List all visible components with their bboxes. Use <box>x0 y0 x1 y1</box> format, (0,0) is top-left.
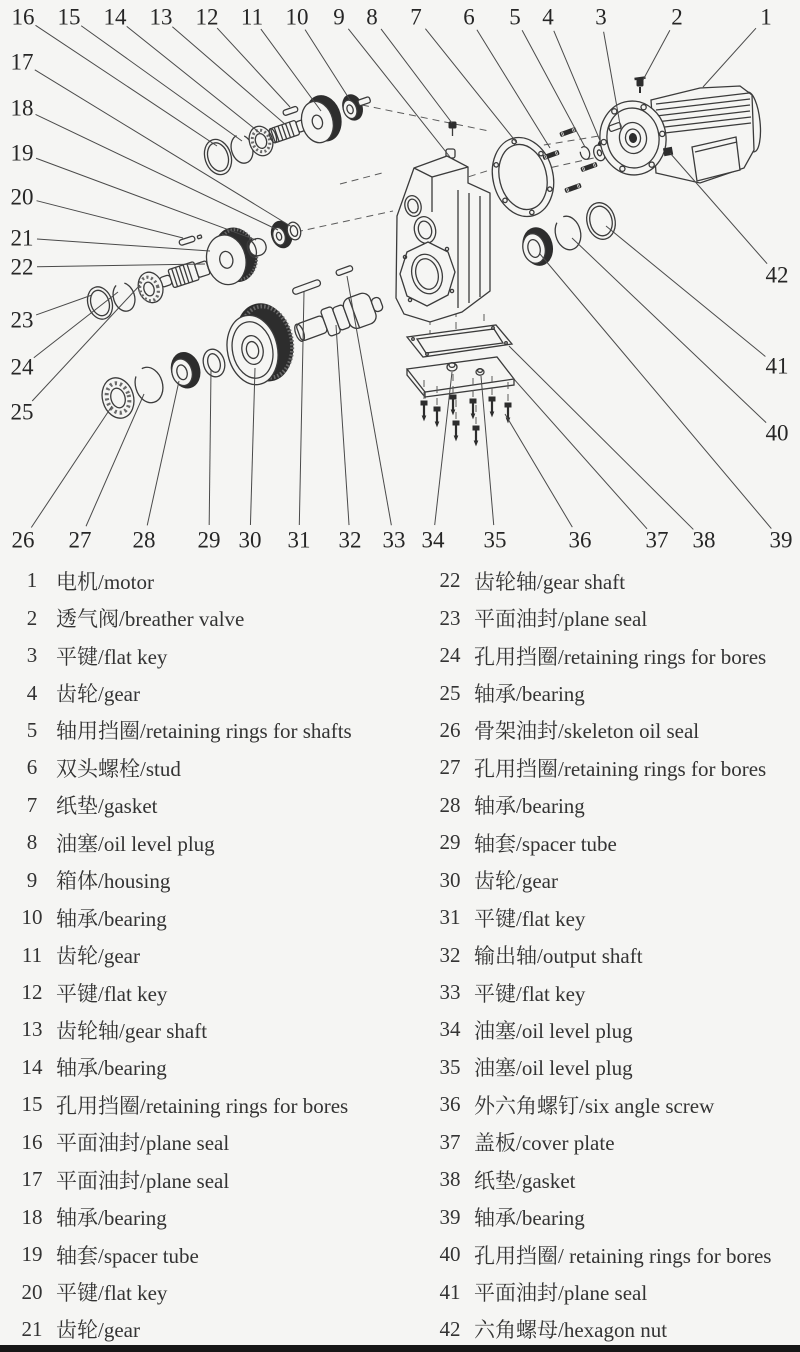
part-number: 18 <box>21 1204 43 1229</box>
leader-line-27 <box>86 394 144 526</box>
part-label: 齿轮/gear <box>56 1318 140 1343</box>
callout-number-27: 27 <box>68 527 92 553</box>
parts-list-item-28 <box>432 787 798 824</box>
part-label: 平键/flat key <box>474 981 586 1006</box>
leader-line-10 <box>305 30 350 100</box>
part-number: 36 <box>439 1092 461 1117</box>
part-label: 平面油封/plane seal <box>474 607 648 632</box>
part-number: 8 <box>26 830 38 855</box>
part-number: 9 <box>26 867 38 892</box>
callout-number-35: 35 <box>483 527 507 553</box>
part-label: 平面油封/plane seal <box>474 1281 648 1306</box>
callout-number-30: 30 <box>238 527 262 553</box>
parts-list-item-25 <box>432 674 798 711</box>
parts-list-item-3 <box>14 637 410 674</box>
retaining-ring-40-drawing <box>552 213 584 252</box>
bottom-gasket-drawing <box>407 325 512 357</box>
callout-number-16: 16 <box>11 4 35 30</box>
callout-number-12: 12 <box>195 4 219 30</box>
parts-list-item-15 <box>14 1086 410 1123</box>
oil-plug-34-drawing <box>447 363 457 371</box>
part-number: 35 <box>439 1054 461 1079</box>
oil-level-plug-drawing <box>449 122 456 136</box>
leader-line-40 <box>572 238 766 423</box>
breather-valve-drawing <box>635 78 646 94</box>
part-number: 27 <box>439 755 461 780</box>
callout-number-21: 21 <box>10 225 34 251</box>
leader-line-14 <box>127 26 260 133</box>
parts-list-item-5 <box>14 712 410 749</box>
part-number: 25 <box>439 680 461 705</box>
part-label: 盖板/cover plate <box>474 1131 615 1156</box>
parts-list-item-42 <box>432 1311 798 1348</box>
part-label: 平面油封/plane seal <box>56 1168 230 1193</box>
part-label: 齿轮/gear <box>56 944 140 969</box>
gear-21-drawing <box>201 224 262 288</box>
oil-plug-35-drawing <box>476 369 484 376</box>
part-label: 油塞/oil level plug <box>474 1018 633 1043</box>
housing-drawing <box>396 122 490 322</box>
callout-number-36: 36 <box>568 527 592 553</box>
parts-list-item-8 <box>14 824 410 861</box>
part-number: 37 <box>439 1129 461 1154</box>
callout-number-17: 17 <box>10 49 34 75</box>
callout-number-42: 42 <box>765 262 789 288</box>
callout-number-24: 24 <box>10 354 34 380</box>
part-number: 38 <box>439 1167 461 1192</box>
parts-list-item-29 <box>432 824 798 861</box>
part-number: 39 <box>439 1204 461 1229</box>
parts-list-item-17 <box>14 1161 410 1198</box>
part-number: 29 <box>439 830 461 855</box>
parts-list-item-19 <box>14 1236 410 1273</box>
parts-list-item-7 <box>14 787 410 824</box>
parts-list-item-30 <box>432 862 798 899</box>
callout-number-8: 8 <box>366 4 378 30</box>
leader-line-1 <box>703 28 756 87</box>
part-number: 21 <box>21 1316 43 1341</box>
callout-number-22: 22 <box>10 254 34 280</box>
callout-number-1: 1 <box>760 4 772 30</box>
part-number: 3 <box>26 643 38 668</box>
part-label: 轴用挡圈/retaining rings for shafts <box>56 719 352 744</box>
parts-list-item-32 <box>432 936 798 973</box>
part-number: 32 <box>439 942 461 967</box>
parts-list-item-6 <box>14 749 410 786</box>
retaining-ring-27-drawing <box>131 364 167 406</box>
parts-list-item-36 <box>432 1086 798 1123</box>
parts-list-item-41 <box>432 1273 798 1310</box>
parts-list-item-1 <box>14 562 410 599</box>
part-number: 10 <box>21 905 43 930</box>
spacer-tube-29-drawing <box>200 347 228 380</box>
callout-number-34: 34 <box>421 527 445 553</box>
part-number: 42 <box>439 1316 461 1341</box>
parts-list-item-20 <box>14 1273 410 1310</box>
gear-11-drawing <box>296 92 346 147</box>
part-number: 2 <box>26 605 38 630</box>
parts-list-item-39 <box>432 1198 798 1235</box>
part-label: 孔用挡圈/retaining rings for bores <box>56 1093 349 1118</box>
callout-number-29: 29 <box>197 527 221 553</box>
parts-list-item-26 <box>432 712 798 749</box>
part-number: 28 <box>439 792 461 817</box>
part-label: 孔用挡圈/retaining rings for bores <box>474 644 767 669</box>
plane-seal-23-drawing <box>83 284 116 323</box>
callout-number-7: 7 <box>410 4 422 30</box>
part-label: 平键/flat key <box>56 981 168 1006</box>
parts-list-item-18 <box>14 1198 410 1235</box>
callout-number-10: 10 <box>285 4 309 30</box>
callout-number-15: 15 <box>57 4 81 30</box>
part-number: 20 <box>21 1279 43 1304</box>
leader-line-29 <box>209 370 211 525</box>
flat-key-20-drawing <box>179 233 203 245</box>
flat-key-12-drawing <box>282 106 298 116</box>
part-label: 轴承/bearing <box>56 1056 167 1081</box>
motor-drawing <box>595 78 763 184</box>
part-number: 14 <box>21 1054 43 1079</box>
parts-list-left-column <box>14 562 410 1348</box>
bearing-39-drawing <box>519 225 557 269</box>
part-label: 电机/motor <box>56 569 154 594</box>
callout-number-26: 26 <box>11 527 35 553</box>
flat-key-31-drawing <box>292 279 321 295</box>
gasket-ring-drawing <box>484 131 562 223</box>
parts-list-item-11 <box>14 936 410 973</box>
callout-number-13: 13 <box>149 4 173 30</box>
leader-line-4 <box>554 31 601 143</box>
part-label: 外六角螺钉/six angle screw <box>474 1093 715 1118</box>
parts-list <box>0 562 800 1346</box>
parts-list-item-38 <box>432 1161 798 1198</box>
part-label: 透气阀/breather valve <box>56 607 245 632</box>
part-number: 16 <box>21 1129 43 1154</box>
part-label: 骨架油封/skeleton oil seal <box>474 719 700 744</box>
parts-list-item-22 <box>432 562 798 599</box>
part-label: 双头螺栓/stud <box>56 756 181 781</box>
parts-list-item-27 <box>432 749 798 786</box>
part-label: 六角螺母/hexagon nut <box>474 1318 668 1343</box>
parts-list-item-21 <box>14 1311 410 1348</box>
callout-number-6: 6 <box>463 4 475 30</box>
callout-number-38: 38 <box>692 527 716 553</box>
part-label: 齿轮/gear <box>474 869 558 894</box>
part-number: 19 <box>21 1242 43 1267</box>
callout-number-33: 33 <box>382 527 406 553</box>
callout-number-23: 23 <box>10 307 34 333</box>
part-label: 孔用挡圈/retaining rings for bores <box>474 756 767 781</box>
part-label: 纸垫/gasket <box>474 1168 576 1193</box>
callout-number-32: 32 <box>338 527 362 553</box>
parts-list-item-10 <box>14 899 410 936</box>
part-label: 轴承/bearing <box>56 906 167 931</box>
callout-number-2: 2 <box>671 4 683 30</box>
flat-key-33-drawing <box>335 265 353 276</box>
part-label: 轴套/spacer tube <box>474 831 617 856</box>
parts-list-item-14 <box>14 1049 410 1086</box>
parts-list-right-column <box>432 562 798 1348</box>
parts-list-item-37 <box>432 1124 798 1161</box>
part-number: 40 <box>439 1242 461 1267</box>
callout-number-28: 28 <box>132 527 156 553</box>
part-label: 平键/flat key <box>474 906 586 931</box>
scan-edge-bar <box>0 1345 800 1352</box>
leader-line-24 <box>34 292 118 358</box>
callout-number-19: 19 <box>10 140 34 166</box>
part-label: 齿轮/gear <box>56 682 140 707</box>
part-number: 6 <box>26 755 38 780</box>
part-number: 31 <box>439 905 461 930</box>
callout-number-31: 31 <box>287 527 311 553</box>
parts-list-item-2 <box>14 599 410 636</box>
cover-plate-drawing <box>407 357 514 397</box>
parts-list-item-40 <box>432 1236 798 1273</box>
callout-number-18: 18 <box>10 95 34 121</box>
callout-number-4: 4 <box>542 4 554 30</box>
part-label: 轴承/bearing <box>474 794 585 819</box>
leader-line-32 <box>336 325 349 525</box>
part-label: 轴承/bearing <box>474 682 585 707</box>
part-label: 箱体/housing <box>56 869 171 894</box>
leader-line-37 <box>513 378 647 529</box>
part-number: 26 <box>439 717 461 742</box>
callout-number-9: 9 <box>333 4 345 30</box>
parts-list-item-9 <box>14 862 410 899</box>
part-label: 齿轮轴/gear shaft <box>474 569 626 594</box>
part-number: 34 <box>439 1017 461 1042</box>
leader-line-20 <box>37 201 183 238</box>
part-number: 30 <box>439 867 461 892</box>
callout-number-14: 14 <box>103 4 127 30</box>
leader-line-5 <box>522 30 585 147</box>
retaining-ring-5-drawing <box>579 145 592 160</box>
exploded-diagram <box>0 0 800 560</box>
retaining-ring-24-drawing <box>110 280 139 314</box>
callout-number-25: 25 <box>10 399 34 425</box>
part-label: 轴承/bearing <box>56 1206 167 1231</box>
leader-line-7 <box>425 29 517 143</box>
leader-line-18 <box>36 114 278 230</box>
leader-line-23 <box>36 295 92 315</box>
callout-number-3: 3 <box>595 4 607 30</box>
parts-list-item-35 <box>432 1049 798 1086</box>
part-number: 33 <box>439 980 461 1005</box>
part-number: 15 <box>21 1092 43 1117</box>
leader-line-12 <box>217 28 290 107</box>
bearing-25-drawing <box>134 269 166 306</box>
plane-seal-41-drawing <box>583 200 619 243</box>
part-label: 输出轴/output shaft <box>474 944 643 969</box>
leader-line-9 <box>348 29 450 157</box>
parts-list-item-31 <box>432 899 798 936</box>
part-number: 11 <box>21 942 43 967</box>
part-label: 孔用挡圈/ retaining rings for bores <box>474 1243 772 1268</box>
part-label: 齿轮轴/gear shaft <box>56 1018 208 1043</box>
callout-number-40: 40 <box>765 420 789 446</box>
callout-number-20: 20 <box>10 184 34 210</box>
part-number: 23 <box>439 605 461 630</box>
part-label: 平键/flat key <box>56 644 168 669</box>
parts-list-item-13 <box>14 1011 410 1048</box>
parts-list-item-4 <box>14 674 410 711</box>
leader-line-41 <box>606 226 765 356</box>
part-number: 41 <box>439 1279 461 1304</box>
leader-line-30 <box>250 368 255 525</box>
bearing-28-drawing <box>167 349 204 391</box>
part-number: 17 <box>21 1167 43 1192</box>
part-number: 5 <box>26 717 38 742</box>
leader-line-8 <box>381 29 452 123</box>
leader-line-2 <box>643 30 670 80</box>
part-label: 油塞/oil level plug <box>474 1056 633 1081</box>
gear-30-drawing <box>219 298 300 389</box>
leader-line-38 <box>509 346 693 529</box>
part-number: 13 <box>21 1017 43 1042</box>
parts-list-item-24 <box>432 637 798 674</box>
leader-line-26 <box>31 406 112 528</box>
callout-number-5: 5 <box>509 4 521 30</box>
parts-list-item-33 <box>432 974 798 1011</box>
leader-line-6 <box>477 30 550 148</box>
part-number: 1 <box>26 568 38 593</box>
plane-seal-16-drawing <box>200 136 236 178</box>
parts-list-item-34 <box>432 1011 798 1048</box>
parts-list-item-23 <box>432 599 798 636</box>
output-shaft-32-drawing <box>290 288 386 349</box>
callout-number-11: 11 <box>240 4 264 30</box>
skeleton-oil-seal-26-drawing <box>97 374 138 422</box>
part-label: 轴套/spacer tube <box>56 1243 199 1268</box>
leader-line-36 <box>505 414 572 527</box>
part-label: 轴承/bearing <box>474 1206 585 1231</box>
parts-list-item-16 <box>14 1124 410 1161</box>
part-number: 24 <box>439 643 461 668</box>
parts-list-item-12 <box>14 974 410 1011</box>
leader-line-39 <box>540 254 771 529</box>
callout-number-41: 41 <box>765 353 789 379</box>
part-label: 平键/flat key <box>56 1281 168 1306</box>
callout-number-39: 39 <box>769 527 793 553</box>
callout-number-37: 37 <box>645 527 669 553</box>
part-label: 油塞/oil level plug <box>56 831 215 856</box>
bearing-10-drawing <box>339 89 374 123</box>
leader-line-25 <box>32 285 140 401</box>
part-number: 12 <box>21 980 43 1005</box>
part-number: 7 <box>26 792 38 817</box>
part-number: 4 <box>26 680 38 705</box>
part-label: 纸垫/gasket <box>56 794 158 819</box>
leader-line-15 <box>81 26 242 141</box>
part-number: 22 <box>439 568 461 593</box>
part-label: 平面油封/plane seal <box>56 1131 230 1156</box>
